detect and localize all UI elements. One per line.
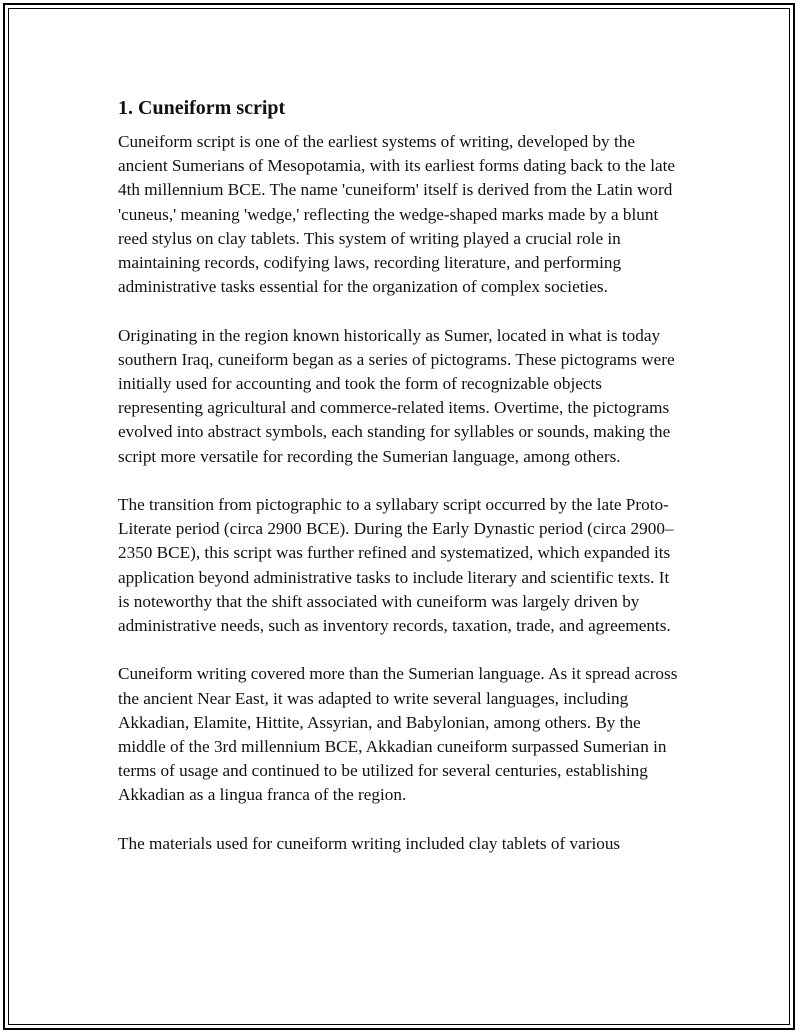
document-body (118, 96, 683, 880)
paragraph-4: Cuneiform writing covered more than the Sumerian language. As it spread across the ancient Near East, it was adapted to write several languages, including Akkadian, Elamite, Hittite, Assyrian, and Babylonian, among others. By the middle of the 3rd millennium BCE, Akkadian cuneiform surpassed Sumerian in terms of usage and continued to be utilized for several centuries, establishing Akkadian as a lingua franca of the region. (118, 664, 678, 805)
paragraph-3: The transition from pictographic to a syllabary script occurred by the late Proto-Literate period (circa 2900 BCE). During the Early Dynastic period (circa 2900–2350 BCE), this script was further refined and systematized, which expanded its application beyond administrative tasks to include literary and scientific texts. It is noteworthy that the shift associated with cuneiform was largely driven by administrative needs, such as inventory records, taxation, trade, and agreements. (118, 495, 674, 636)
section-heading: 1. Cuneiform script (118, 97, 286, 119)
paragraph-2: Originating in the region known historically as Sumer, located in what is today southern Iraq, cuneiform began as a series of pictograms. These pictograms were initially used for accounting and took the form of recognizable objects representing agricultural and commerce-related items. Overtime, the pictograms evolved into abstract symbols, each standing for syllables or sounds, making the script more versatile for recording the Sumerian language, among others. (118, 325, 675, 466)
paragraph-1: Cuneiform script is one of the earliest systems of writing, developed by the ancient Sumerians of Mesopotamia, with its earliest forms dating back to the late 4th millennium BCE. The name 'cuneiform' itself is derived from the Latin word 'cuneus,' meaning 'wedge,' reflecting the wedge-shaped marks made by a blunt reed stylus on clay tablets. This system of writing played a crucial role in maintaining records, codifying laws, recording literature, and performing administrative tasks essential for the organization of complex societies. (118, 132, 676, 297)
paragraph-5: The materials used for cuneiform writing included clay tablets of various (118, 833, 621, 853)
